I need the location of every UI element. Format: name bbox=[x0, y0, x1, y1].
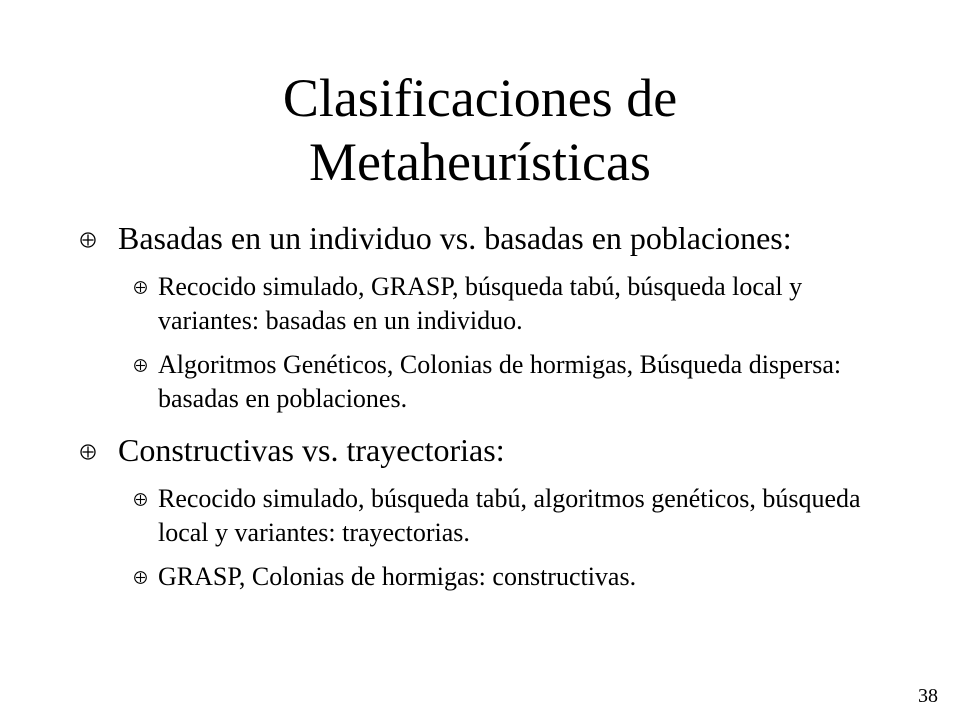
sub-bullet-text: Recocido simulado, búsqueda tabú, algoritmos genéticos, búsqueda local y variantes: trayectorias. bbox=[158, 484, 861, 547]
bullet-circle-plus-icon bbox=[134, 359, 147, 372]
sub-bullet-text: Algoritmos Genéticos, Colonias de hormigas, Búsqueda dispersa: basadas en poblaciones. bbox=[158, 350, 842, 413]
sub-bullet-item bbox=[118, 348, 898, 416]
bullet-text: Basadas en un individuo vs. basadas en poblaciones: bbox=[118, 220, 792, 256]
bullet-circle-plus-icon bbox=[80, 444, 96, 460]
bullet-circle-plus-icon bbox=[134, 281, 147, 294]
sub-bullet-text: Recocido simulado, GRASP, búsqueda tabú, búsqueda local y variantes: basadas en un individuo. bbox=[158, 272, 803, 335]
sub-bullet-item bbox=[118, 482, 898, 550]
bullet-item bbox=[78, 430, 898, 594]
sub-bullet-list bbox=[118, 270, 898, 416]
sub-bullet-list bbox=[118, 482, 898, 594]
page-number: 38 bbox=[918, 685, 938, 707]
bullet-list bbox=[78, 218, 898, 606]
sub-bullet-item bbox=[118, 270, 898, 338]
sub-bullet-item bbox=[118, 560, 898, 594]
bullet-text: Constructivas vs. trayectorias: bbox=[118, 432, 505, 468]
sub-bullet-text: GRASP, Colonias de hormigas: constructivas. bbox=[158, 562, 637, 591]
slide-title-line-2: Metaheurísticas bbox=[309, 132, 651, 192]
bullet-circle-plus-icon bbox=[80, 232, 96, 248]
slide-title bbox=[0, 66, 960, 194]
bullet-item bbox=[78, 218, 898, 416]
slide-title-line-1: Clasificaciones de bbox=[282, 68, 678, 128]
bullet-circle-plus-icon bbox=[134, 571, 147, 584]
bullet-circle-plus-icon bbox=[134, 493, 147, 506]
